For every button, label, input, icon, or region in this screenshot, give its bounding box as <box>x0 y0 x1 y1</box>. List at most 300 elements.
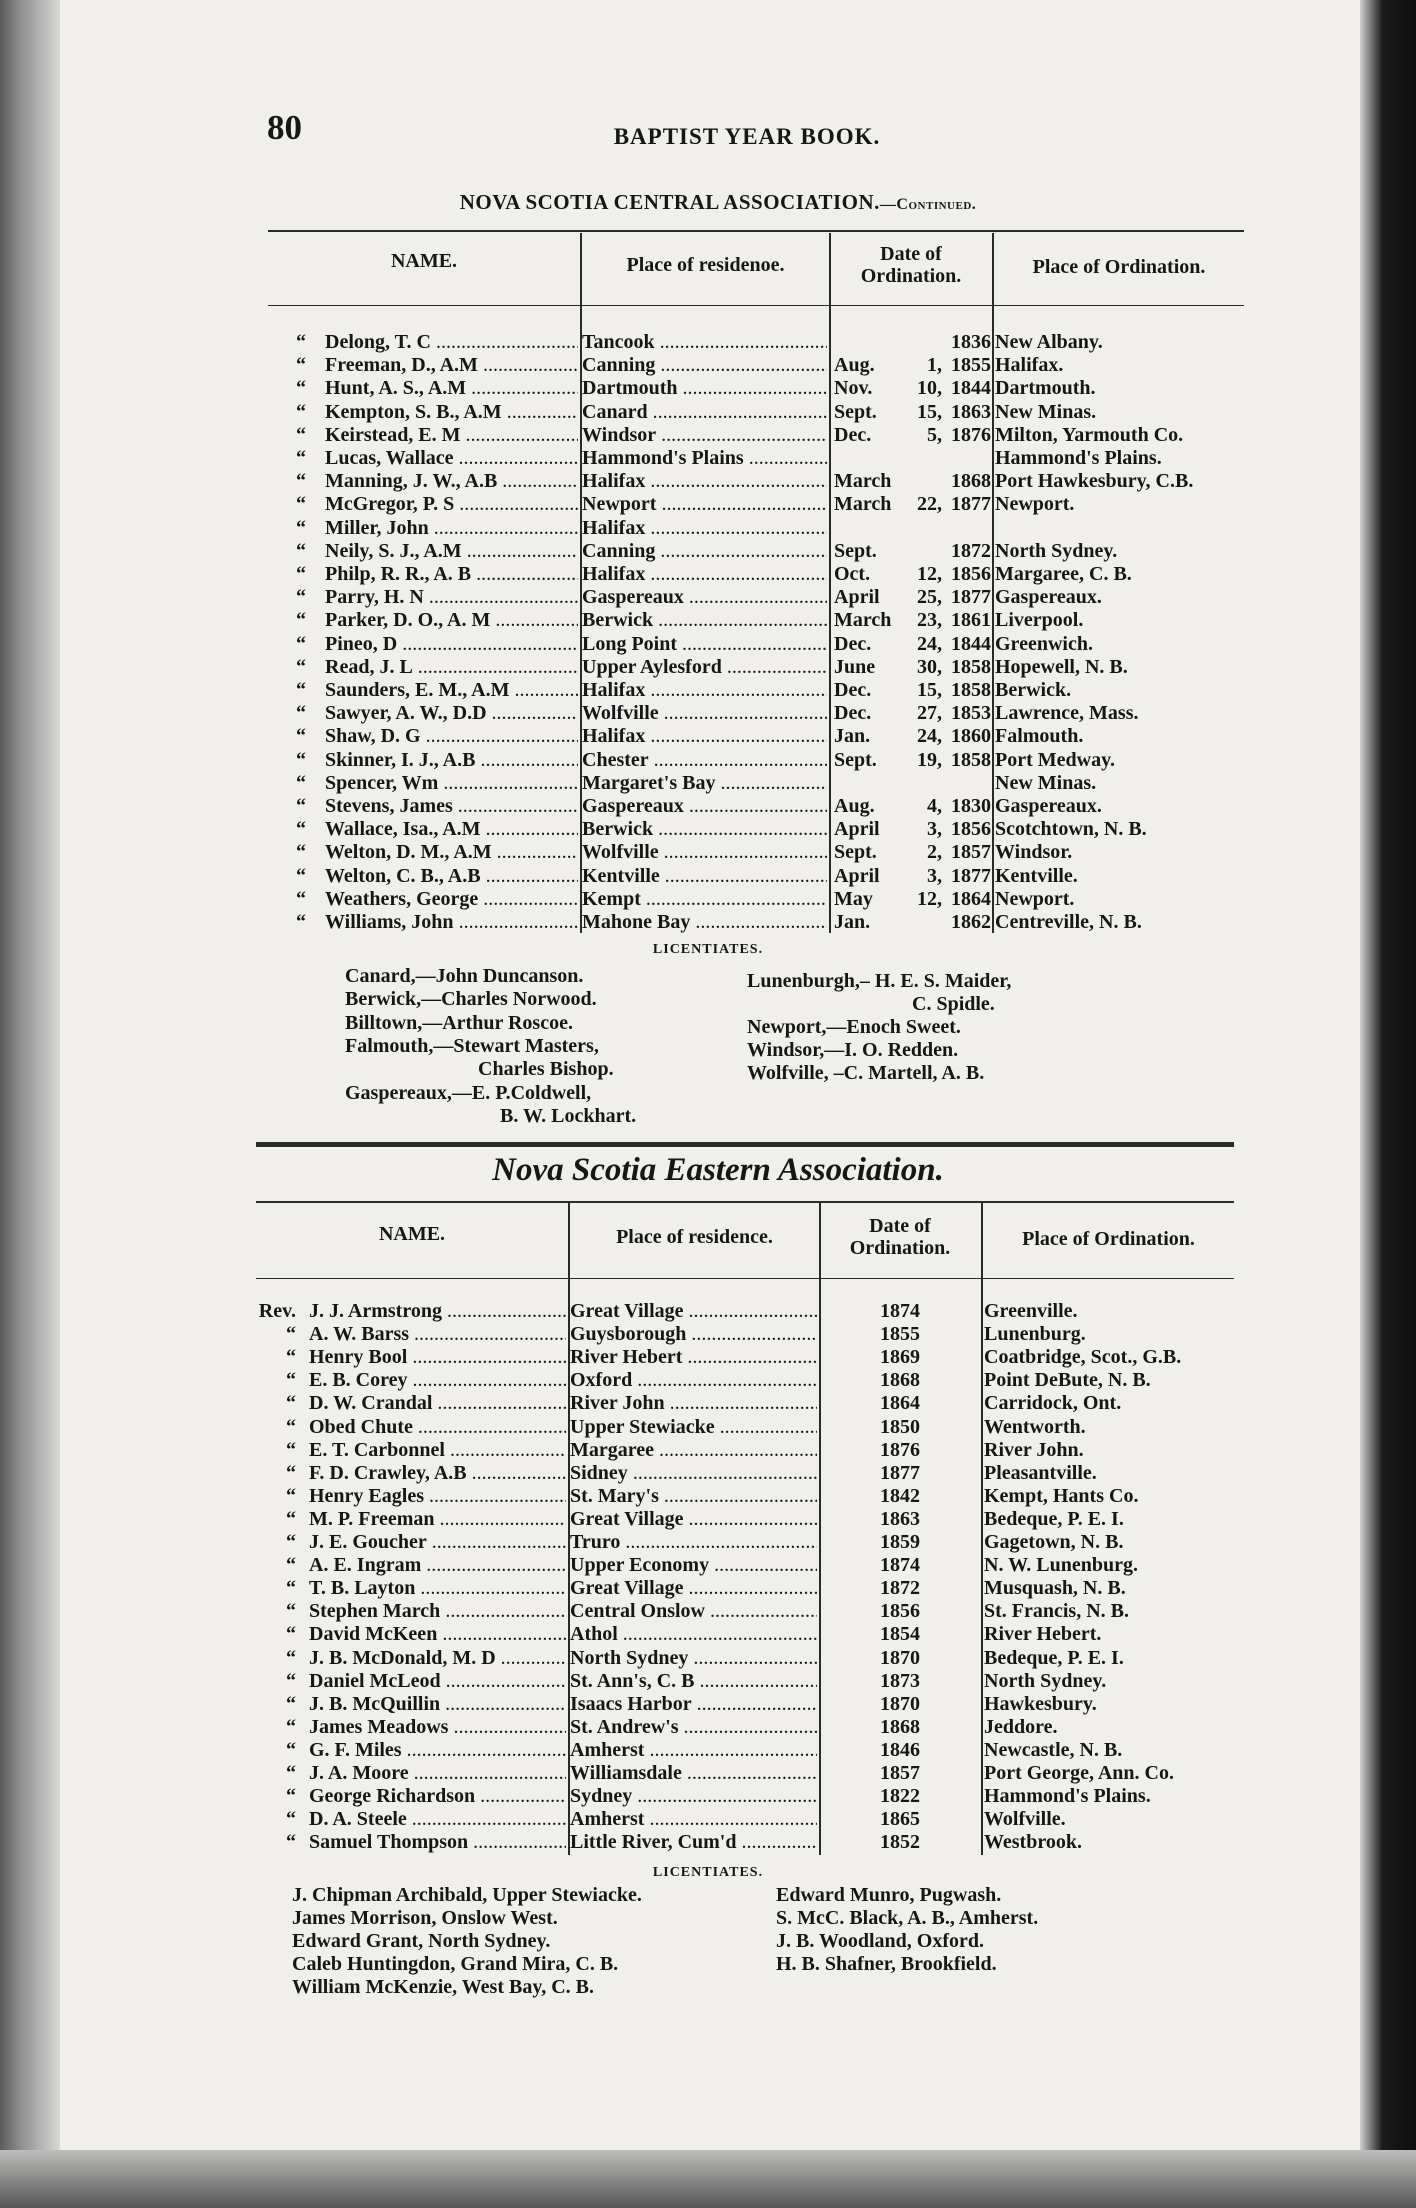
minister-name: A. E. Ingram ..... <box>309 1554 566 1577</box>
ordination-year: 1850 <box>880 1415 920 1438</box>
table-row <box>0 609 1416 632</box>
residence: Kempt ..... <box>582 888 827 911</box>
minister-name: D. A. Steele ..... <box>309 1808 566 1831</box>
residence: Athol ..... <box>570 1623 817 1646</box>
table-row <box>0 1485 1416 1508</box>
ordination-year: 1868 <box>880 1369 920 1392</box>
eastern-licentiates-title: LICENTIATES. <box>652 1865 764 1880</box>
ordination-day: 15, <box>917 679 942 701</box>
minister-name: M. P. Freeman ..... <box>309 1508 566 1531</box>
residence: River John ..... <box>570 1392 817 1415</box>
eastern-header-place: Place of Ordination. <box>1022 1228 1195 1250</box>
residence: Halifax ..... <box>582 470 827 493</box>
minister-name: J. B. McDonald, M. D ..... <box>309 1647 566 1670</box>
ordination-day: 12, <box>917 887 942 910</box>
ordination-month: March <box>834 609 892 632</box>
ordination-month: Jan. <box>834 725 871 748</box>
table-row <box>0 1577 1416 1600</box>
section-divider <box>256 1142 1234 1147</box>
minister-name: Daniel McLeod ..... <box>309 1670 566 1693</box>
ordination-year: 1844 <box>951 632 991 655</box>
residence: Dartmouth ..... <box>582 377 827 400</box>
licentiate-entry: James Morrison, Onslow West. <box>292 1907 558 1929</box>
ditto-mark: “ <box>296 563 306 585</box>
ordination-year: 1853 <box>951 702 991 725</box>
ditto-mark: “ <box>286 1600 296 1623</box>
ordination-place: Pleasantville. <box>984 1461 1097 1484</box>
table-row <box>0 818 1416 841</box>
ditto-mark: “ <box>286 1369 296 1392</box>
ditto-mark: “ <box>286 1831 296 1854</box>
table-row <box>0 656 1416 679</box>
ordination-year: 1857 <box>880 1762 920 1784</box>
running-head: BAPTIST YEAR BOOK. <box>613 124 881 149</box>
ordination-year: 1836 <box>951 331 991 353</box>
ordination-day: 19, <box>917 748 942 771</box>
ordination-day: 27, <box>917 702 942 725</box>
ordination-year: 1859 <box>880 1531 920 1553</box>
ordination-place: Wentworth. <box>984 1415 1086 1438</box>
ordination-day: 22, <box>917 493 942 516</box>
minister-name: Henry Bool ..... <box>309 1346 566 1369</box>
ditto-mark: “ <box>296 447 306 469</box>
table-row <box>0 1739 1416 1762</box>
ordination-year: 1863 <box>951 400 991 423</box>
ditto-mark: “ <box>286 1762 296 1784</box>
ditto-mark: “ <box>286 1461 296 1484</box>
residence: Gaspereaux ..... <box>582 795 827 818</box>
table-row <box>0 911 1416 934</box>
ordination-place: Kempt, Hants Co. <box>984 1484 1139 1507</box>
licentiate-entry: Charles Bishop. <box>478 1058 614 1081</box>
ditto-mark: “ <box>286 1715 296 1738</box>
ordination-place: Dartmouth. <box>995 377 1096 400</box>
residence: Oxford ..... <box>570 1369 817 1392</box>
ditto-mark: “ <box>286 1484 296 1507</box>
ditto-mark: “ <box>296 818 306 841</box>
ordination-year: 1830 <box>951 795 991 817</box>
ordination-day: 12, <box>917 563 942 585</box>
ordination-place: Gaspereaux. <box>995 795 1102 817</box>
licentiate-entry: Edward Munro, Pugwash. <box>776 1884 1002 1906</box>
minister-name: Henry Eagles ..... <box>309 1485 566 1508</box>
minister-name: Miller, John ..... <box>325 517 578 540</box>
ordination-day: 4, <box>927 795 942 817</box>
residence: Wolfville ..... <box>582 841 827 864</box>
ordination-year: 1855 <box>880 1323 920 1346</box>
ordination-month: Jan. <box>834 911 871 933</box>
minister-name: J. B. McQuillin ..... <box>309 1693 566 1716</box>
ditto-mark: “ <box>296 632 306 655</box>
ordination-year: 1876 <box>880 1438 920 1461</box>
ordination-month: April <box>834 586 880 609</box>
ordination-year: 1857 <box>951 841 991 864</box>
ditto-mark: “ <box>296 795 306 817</box>
ditto-mark: “ <box>296 609 306 632</box>
ditto-mark: “ <box>286 1415 296 1438</box>
residence: Upper Economy ..... <box>570 1554 817 1577</box>
ordination-year: 1870 <box>880 1646 920 1669</box>
residence: Gaspereaux ..... <box>582 586 827 609</box>
table-row <box>0 447 1416 470</box>
licentiate-entry: J. B. Woodland, Oxford. <box>776 1930 985 1952</box>
table-row <box>0 633 1416 656</box>
ordination-place: Kentville. <box>995 864 1078 887</box>
licentiate-entry: Windsor,—I. O. Redden. <box>747 1039 959 1061</box>
ordination-day: 25, <box>917 586 942 609</box>
ordination-year: 1864 <box>880 1392 920 1415</box>
ditto-mark: “ <box>296 679 306 701</box>
ordination-year: 1874 <box>880 1300 920 1322</box>
ordination-place: Newport. <box>995 887 1075 910</box>
minister-name: Shaw, D. G ..... <box>325 725 578 748</box>
table-row <box>0 377 1416 400</box>
residence: Truro ..... <box>570 1531 817 1554</box>
licentiate-entry: J. Chipman Archibald, Upper Stewiacke. <box>292 1884 642 1906</box>
ordination-place: Carridock, Ont. <box>984 1392 1122 1415</box>
residence: Hammond's Plains ..... <box>582 447 827 470</box>
minister-name: James Meadows ..... <box>309 1716 566 1739</box>
minister-name: Spencer, Wm ..... <box>325 772 578 795</box>
ordination-year: 1852 <box>880 1831 920 1854</box>
minister-name: J. J. Armstrong ..... <box>309 1300 566 1323</box>
residence: Sydney ..... <box>570 1785 817 1808</box>
ditto-mark: “ <box>296 655 306 678</box>
table-row <box>0 493 1416 516</box>
minister-name: Lucas, Wallace ..... <box>325 447 578 470</box>
ordination-year: 1876 <box>951 423 991 446</box>
ordination-day: 3, <box>927 818 942 841</box>
ordination-place: Margaree, C. B. <box>995 563 1132 585</box>
central-header-residence: Place of residenoe. <box>626 254 785 276</box>
ordination-place: Hammond's Plains. <box>984 1785 1151 1808</box>
eastern-header-rule <box>256 1278 1234 1279</box>
ordination-place: Port Medway. <box>995 748 1115 771</box>
ordination-day: 24, <box>917 632 942 655</box>
table-row <box>0 1623 1416 1646</box>
residence: St. Mary's ..... <box>570 1485 817 1508</box>
ordination-year: 1855 <box>951 354 991 377</box>
ditto-mark: “ <box>296 423 306 446</box>
ditto-mark: “ <box>286 1577 296 1600</box>
ordination-day: 23, <box>917 609 942 632</box>
ordination-year: 1869 <box>880 1346 920 1369</box>
minister-name: George Richardson ..... <box>309 1785 566 1808</box>
minister-name: Hunt, A. S., A.M ..... <box>325 377 578 400</box>
residence: Canning ..... <box>582 354 827 377</box>
residence: Berwick ..... <box>582 818 827 841</box>
ordination-place: North Sydney. <box>984 1669 1107 1692</box>
licentiate-entry: Billtown,—Arthur Roscoe. <box>345 1011 573 1034</box>
ordination-year: 1873 <box>880 1669 920 1692</box>
ordination-month: Oct. <box>834 563 871 585</box>
residence: Long Point ..... <box>582 633 827 656</box>
ordination-place: Greenville. <box>984 1300 1078 1322</box>
ditto-mark: “ <box>296 702 306 725</box>
eastern-header-residence: Place of residence. <box>616 1226 773 1248</box>
minister-name: Skinner, I. J., A.B ..... <box>325 749 578 772</box>
residence: Margaret's Bay ..... <box>582 772 827 795</box>
central-licentiates-title: LICENTIATES. <box>652 942 764 957</box>
table-row <box>0 679 1416 702</box>
table-row <box>0 1808 1416 1831</box>
minister-name: David McKeen ..... <box>309 1623 566 1646</box>
ordination-year: 1856 <box>951 563 991 585</box>
table-row <box>0 749 1416 772</box>
residence: Kentville ..... <box>582 865 827 888</box>
ordination-month: Dec. <box>834 702 872 725</box>
ordination-year: 1844 <box>951 377 991 400</box>
table-row <box>0 841 1416 864</box>
table-row <box>0 1831 1416 1854</box>
minister-name: Philp, R. R., A. B ..... <box>325 563 578 586</box>
table-row <box>0 1323 1416 1346</box>
ditto-mark: “ <box>296 771 306 794</box>
ordination-place: N. W. Lunenburg. <box>984 1554 1138 1577</box>
ordination-place: Westbrook. <box>984 1831 1082 1854</box>
ditto-mark: “ <box>286 1692 296 1715</box>
ordination-month: Sept. <box>834 748 877 771</box>
licentiate-entry: H. B. Shafner, Brookfield. <box>776 1953 997 1975</box>
central-header-place: Place of Ordination. <box>1032 256 1206 278</box>
minister-name: Williams, John ..... <box>325 911 578 934</box>
ordination-month: Dec. <box>834 679 872 701</box>
residence: Chester ..... <box>582 749 827 772</box>
minister-name: T. B. Layton ..... <box>309 1577 566 1600</box>
minister-name: Sawyer, A. W., D.D ..... <box>325 702 578 725</box>
ordination-year: 1858 <box>951 748 991 771</box>
table-row <box>0 865 1416 888</box>
residence: Isaacs Harbor ..... <box>570 1693 817 1716</box>
residence: Canning ..... <box>582 540 827 563</box>
ordination-place: Greenwich. <box>995 632 1093 655</box>
ditto-mark: “ <box>286 1808 296 1831</box>
residence: Williamsdale ..... <box>570 1762 817 1785</box>
table-row <box>0 1369 1416 1392</box>
table-row <box>0 1716 1416 1739</box>
ordination-month: March <box>834 493 892 516</box>
table-row <box>0 1392 1416 1415</box>
table-row <box>0 1531 1416 1554</box>
licentiate-entry: Newport,—Enoch Sweet. <box>747 1016 961 1038</box>
ordination-year: 1854 <box>880 1623 920 1646</box>
central-title <box>0 190 1416 215</box>
ditto-mark: “ <box>296 586 306 609</box>
ordination-place: New Minas. <box>995 771 1097 794</box>
ditto-mark: Rev. <box>258 1300 296 1322</box>
ordination-place: River John. <box>984 1438 1084 1461</box>
minister-name: Welton, D. M., A.M ..... <box>325 841 578 864</box>
residence: Wolfville ..... <box>582 702 827 725</box>
ordination-month: Aug. <box>834 354 875 377</box>
ditto-mark: “ <box>286 1623 296 1646</box>
minister-name: Stephen March ..... <box>309 1600 566 1623</box>
residence: Central Onslow ..... <box>570 1600 817 1623</box>
ordination-month: April <box>834 864 880 887</box>
residence: Upper Aylesford ..... <box>582 656 827 679</box>
licentiate-entry: Falmouth,—Stewart Masters, <box>345 1034 599 1057</box>
table-row <box>0 1762 1416 1785</box>
ordination-place: Hammond's Plains. <box>995 447 1162 469</box>
ordination-place: North Sydney. <box>995 539 1118 562</box>
residence: Amherst ..... <box>570 1739 817 1762</box>
ditto-mark: “ <box>296 354 306 377</box>
ditto-mark: “ <box>286 1531 296 1553</box>
minister-name: A. W. Barss ..... <box>309 1323 566 1346</box>
ordination-year: 1860 <box>951 725 991 748</box>
ordination-day: 3, <box>927 864 942 887</box>
ordination-year: 1877 <box>951 586 991 609</box>
central-continued: —Continued. <box>879 196 977 213</box>
table-row <box>0 795 1416 818</box>
table-row <box>0 888 1416 911</box>
ordination-month: Sept. <box>834 400 877 423</box>
ordination-year: 1872 <box>880 1577 920 1600</box>
minister-name: Parker, D. O., A. M ..... <box>325 609 578 632</box>
ordination-place: Windsor. <box>995 841 1073 864</box>
minister-name: Weathers, George ..... <box>325 888 578 911</box>
ordination-place: Lunenburg. <box>984 1323 1086 1346</box>
residence: Halifax ..... <box>582 563 827 586</box>
table-row <box>0 725 1416 748</box>
ditto-mark: “ <box>286 1738 296 1761</box>
ordination-year: 1822 <box>880 1785 920 1808</box>
residence: Sidney ..... <box>570 1462 817 1485</box>
ordination-place: New Minas. <box>995 400 1097 423</box>
residence: Great Village ..... <box>570 1577 817 1600</box>
ordination-year: 1865 <box>880 1808 920 1831</box>
ordination-day: 1, <box>927 354 942 377</box>
ordination-place: Coatbridge, Scot., G.B. <box>984 1346 1182 1369</box>
table-row <box>0 1346 1416 1369</box>
minister-name: Freeman, D., A.M ..... <box>325 354 578 377</box>
table-row <box>0 470 1416 493</box>
ditto-mark: “ <box>286 1507 296 1530</box>
ditto-mark: “ <box>296 493 306 516</box>
licentiate-entry: Edward Grant, North Sydney. <box>292 1930 551 1952</box>
ordination-year: 1874 <box>880 1554 920 1577</box>
residence: Canard ..... <box>582 401 827 424</box>
minister-name: Keirstead, E. M ..... <box>325 424 578 447</box>
table-row <box>0 1693 1416 1716</box>
ordination-month: Sept. <box>834 841 877 864</box>
minister-name: E. B. Corey ..... <box>309 1369 566 1392</box>
ordination-place: Centreville, N. B. <box>995 911 1142 933</box>
eastern-header-name: NAME. <box>378 1223 446 1245</box>
central-header-name: NAME. <box>390 250 458 272</box>
ordination-year: 1872 <box>951 539 991 562</box>
licentiate-entry: B. W. Lockhart. <box>500 1104 637 1127</box>
table-row <box>0 401 1416 424</box>
table-row <box>0 354 1416 377</box>
ordination-place: Halifax. <box>995 354 1064 377</box>
ordination-year: 1856 <box>880 1600 920 1623</box>
minister-name: E. T. Carbonnel ..... <box>309 1439 566 1462</box>
ordination-year: 1856 <box>951 818 991 841</box>
page-bottom-edge <box>0 2150 1416 2208</box>
minister-name: Parry, H. N ..... <box>325 586 578 609</box>
table-row <box>0 1670 1416 1693</box>
residence: St. Andrew's ..... <box>570 1716 817 1739</box>
ditto-mark: “ <box>296 539 306 562</box>
ordination-year: 1870 <box>880 1692 920 1715</box>
minister-name: J. A. Moore ..... <box>309 1762 566 1785</box>
ditto-mark: “ <box>286 1346 296 1369</box>
minister-name: J. E. Goucher ..... <box>309 1531 566 1554</box>
minister-name: Kempton, S. B., A.M ..... <box>325 401 578 424</box>
residence: Mahone Bay ..... <box>582 911 827 934</box>
ditto-mark: “ <box>296 470 306 493</box>
ordination-place: Jeddore. <box>984 1715 1058 1738</box>
residence: Newport ..... <box>582 493 827 516</box>
residence: Tancook ..... <box>582 331 827 354</box>
minister-name: McGregor, P. S ..... <box>325 493 578 516</box>
ordination-month: Dec. <box>834 423 872 446</box>
ordination-place: St. Francis, N. B. <box>984 1600 1129 1623</box>
ordination-month: April <box>834 818 880 841</box>
minister-name: Delong, T. C ..... <box>325 331 578 354</box>
ordination-place: Bedeque, P. E. I. <box>984 1646 1124 1669</box>
residence: Guysborough ..... <box>570 1323 817 1346</box>
ordination-month: May <box>834 887 873 910</box>
ordination-year: 1861 <box>951 609 991 632</box>
table-row <box>0 1416 1416 1439</box>
minister-name: F. D. Crawley, A.B ..... <box>309 1462 566 1485</box>
minister-name: Stevens, James ..... <box>325 795 578 818</box>
ditto-mark: “ <box>296 725 306 748</box>
licentiate-entry: William McKenzie, West Bay, C. B. <box>292 1976 595 1998</box>
ordination-place: Berwick. <box>995 679 1072 701</box>
residence: Halifax ..... <box>582 725 827 748</box>
ditto-mark: “ <box>286 1392 296 1415</box>
ditto-mark: “ <box>296 516 306 539</box>
licentiate-entry: S. McC. Black, A. B., Amherst. <box>776 1907 1039 1929</box>
minister-name: Saunders, E. M., A.M ..... <box>325 679 578 702</box>
minister-name: Obed Chute ..... <box>309 1416 566 1439</box>
ordination-month: Sept. <box>834 539 877 562</box>
ordination-year: 1858 <box>951 655 991 678</box>
minister-name: Manning, J. W., A.B ..... <box>325 470 578 493</box>
ordination-place: Gaspereaux. <box>995 586 1102 609</box>
minister-name: D. W. Crandal ..... <box>309 1392 566 1415</box>
ditto-mark: “ <box>286 1669 296 1692</box>
table-row <box>0 1508 1416 1531</box>
residence: Great Village ..... <box>570 1508 817 1531</box>
table-row <box>0 540 1416 563</box>
residence: Windsor ..... <box>582 424 827 447</box>
ordination-place: Falmouth. <box>995 725 1084 748</box>
ordination-day: 15, <box>917 400 942 423</box>
ordination-year: 1863 <box>880 1507 920 1530</box>
ordination-year: 1858 <box>951 679 991 701</box>
ordination-month: June <box>834 655 876 678</box>
ordination-year: 1868 <box>880 1715 920 1738</box>
table-row <box>0 586 1416 609</box>
table-row <box>0 1300 1416 1323</box>
ordination-day: 24, <box>917 725 942 748</box>
ditto-mark: “ <box>286 1785 296 1808</box>
ordination-year: 1868 <box>951 470 991 493</box>
ordination-year: 1846 <box>880 1738 920 1761</box>
ordination-year: 1842 <box>880 1484 920 1507</box>
table-row <box>0 1647 1416 1670</box>
table-row <box>0 1554 1416 1577</box>
ordination-year: 1877 <box>951 493 991 516</box>
ditto-mark: “ <box>296 911 306 933</box>
ordination-place: Hopewell, N. B. <box>995 655 1128 678</box>
eastern-header-date: Date of Ordination. <box>849 1215 951 1259</box>
ordination-month: Dec. <box>834 632 872 655</box>
